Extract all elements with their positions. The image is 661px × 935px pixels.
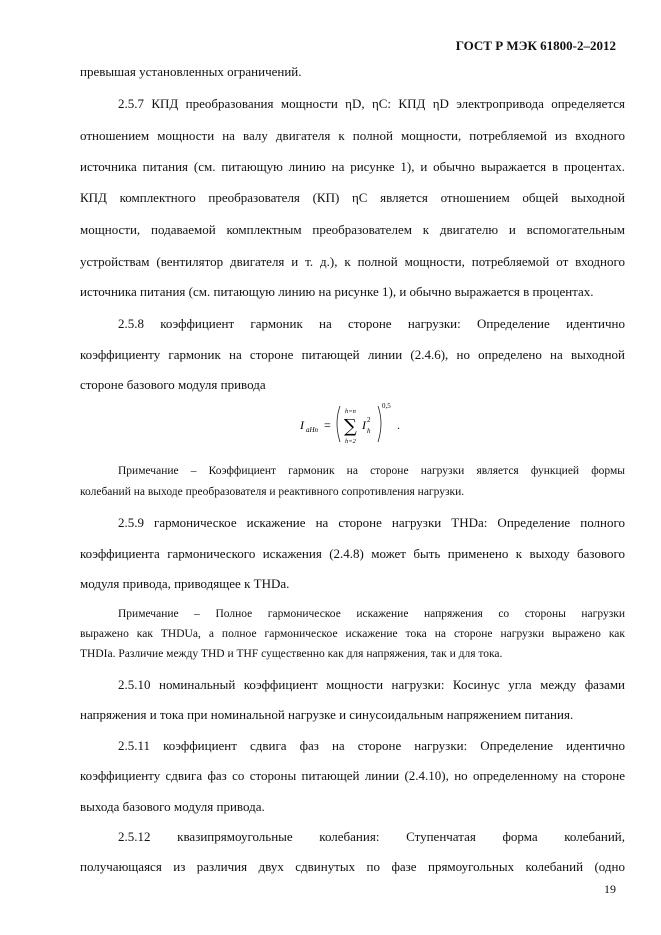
sum-bottom: h=2 [345, 438, 356, 445]
note-line: THDIa. Различие между THD и THF существенно как для напряжения, так и для тока. [80, 648, 503, 660]
text-line: источника питания (см. питающую линию на рисунке 1), и обычно выражается в процентах. [80, 284, 594, 299]
right-paren [378, 406, 381, 442]
sum-sign: ∑ [344, 416, 357, 437]
text-line: стороне базового модуля привода [80, 377, 266, 392]
note-line: Примечание – Полное гармоническое искажение напряжения со стороны нагрузки [118, 608, 625, 620]
note-line: Примечание – Коэффициент гармоник на стороне нагрузки является функцией формы [118, 465, 625, 477]
section-2-5-12-heading: 2.5.12 квазипрямоугольные колебания: Ступенчатая форма колебаний, [118, 829, 625, 844]
left-paren [337, 406, 340, 442]
text-line: коэффициенту гармоник на стороне питающей линии (2.4.6), но определено на выходной [80, 347, 625, 362]
section-2-5-10-heading: 2.5.10 номинальный коэффициент мощности нагрузки: Косинус угла между фазами [118, 677, 625, 692]
note-line: колебаний на выходе преобразователя и реактивного сопротивления нагрузки. [80, 486, 465, 498]
text-line: превышая установленных ограничений. [80, 64, 302, 79]
text-line: напряжения и тока при номинальной нагрузке и синусоидальным напряжением питания. [80, 707, 574, 722]
sum-top: h=n [345, 408, 356, 415]
section-2-5-7-heading: 2.5.7 КПД преобразования мощности ηD, ηC: КПД ηD электропривода определяется [118, 96, 625, 111]
formula-equals: = [324, 418, 331, 432]
formula-lhs-sub: aHn [306, 426, 319, 434]
formula-term: I [362, 418, 366, 432]
section-2-5-8-heading: 2.5.8 коэффициент гармоник на стороне нагрузки: Определение идентично [118, 316, 625, 331]
text-line: выхода базового модуля привода. [80, 799, 265, 814]
text-line: мощности, подаваемой комплектным преобразователем к двигателю и вспомогательным [80, 222, 625, 237]
page-number: 19 [604, 882, 616, 896]
text-line: коэффициента гармонического искажения (2.4.8) может быть применено к выходу базового [80, 546, 625, 561]
note-line: выражено как THDUa, а полное гармоническое искажение тока на стороне нагрузки выражено как [80, 628, 625, 640]
text-line: получающаяся из различия двух сдвинутых по фазе прямоугольных колебаний (одно [80, 859, 625, 874]
section-2-5-11-heading: 2.5.11 коэффициент сдвига фаз на стороне нагрузки: Определение идентично [118, 738, 625, 753]
text-line: отношением мощности на валу двигателя к полной мощности, потребляемой из входного [80, 128, 625, 143]
formula-power: 0,5 [382, 402, 391, 410]
harmonic-formula [300, 398, 420, 448]
text-line: источника питания (см. питающую линию на рисунке 1), и обычно выражается в процентах. [80, 159, 625, 174]
formula-term-sub: h [367, 427, 371, 435]
formula-term-sup: 2 [367, 416, 371, 424]
page-header: ГОСТ Р МЭК 61800-2–2012 [455, 38, 616, 53]
section-2-5-9-heading: 2.5.9 гармоническое искажение на стороне нагрузки THDa: Определение полного [118, 515, 625, 530]
text-line: КПД комплектного преобразователя (КП) ηC является отношением общей выходной [80, 190, 625, 205]
formula-trail: . [397, 418, 400, 432]
text-line: устройствам (вентилятор двигателя и т. д.), к полной мощности, потребляемой от входного [80, 254, 625, 269]
formula-lhs: I [300, 418, 304, 432]
text-line: коэффициенту сдвига фаз со стороны питающей линии (2.4.10), но определенному на стороне [80, 768, 625, 783]
text-line: модуля привода, приводящее к THDa. [80, 576, 290, 591]
